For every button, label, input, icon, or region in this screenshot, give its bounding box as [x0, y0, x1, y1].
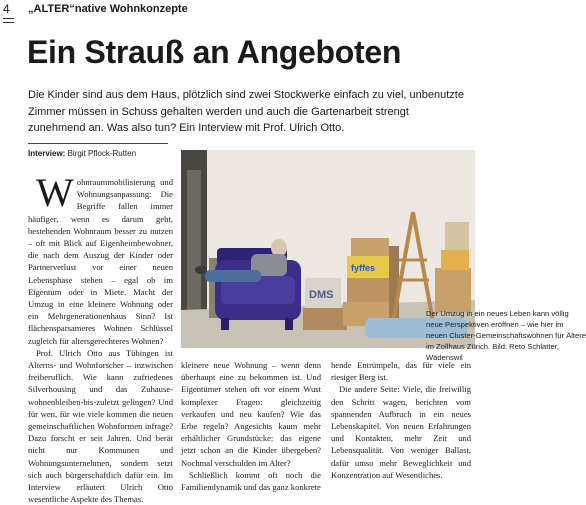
photo-caption: Der Umzug in ein neues Leben kann völlig neue Perspektiven eröffnen – wie hier im neuen Cluster-Gemeinschaftswohnen für Ältere im Zollhaus Zürich. Bild: Reto Schlatter, Wädenswil [426, 309, 586, 362]
box-label: fyffes [351, 263, 376, 273]
box-cardboard [303, 308, 347, 330]
box-cardboard [435, 268, 471, 312]
photo-door [187, 170, 201, 320]
box-cardboard [351, 238, 389, 256]
byline-rule [28, 143, 168, 144]
box-label: DMS [309, 289, 334, 301]
person-shoe [195, 266, 207, 274]
paragraph: Die andere Seite: Viele, die freiwillig den Schritt wagen, berichten vom spannenden Aufbruch in ein neues Lebenskapitel. Von neuen Erfahrungen und Kontakten, mehr Zeit und Lebensqualität. Von weniger Ballast, dafür umso mehr Beweglichkeit und Konzentration auf Wesentliches. [331, 384, 471, 480]
box-cardboard [441, 250, 469, 270]
text-column-1 [28, 170, 173, 505]
armchair-leg [221, 318, 229, 330]
person-legs [205, 270, 261, 282]
paragraph: hende Entrümpeln, das für viele ein riesiger Berg ist. [331, 360, 471, 383]
byline [28, 149, 136, 158]
page-number-rule [3, 18, 14, 19]
page-number: 4 [3, 2, 10, 16]
byline-author: Birgit Pflock-Rutten [67, 149, 137, 158]
armchair-leg [285, 318, 293, 330]
paragraph-text: ohnraummobilisierung und Wohnungsanpassung: Die Begriffe fallen immer häufiger, wenn es darum geht, bestehenden Wohnraum besser zu nutzen – oft mit Blick auf Eigenheimbewohner, die nach dem Auszug der Kinder oder Partnerverlust vor einer neuen Lebensphase stehen – egal ob im Eigentum oder in Miete. Macht der Umzug in eine kleinere Wohnung oder ein Mehrgenerationenhaus Sinn? Ist flächensparsameres Wohnen Schlüssel zugleich für altersgerechteres Wohnen? [28, 177, 173, 346]
section-rubric: „ALTER“native Wohnkonzepte [28, 3, 188, 15]
article-photo [181, 150, 586, 362]
paragraph [28, 170, 173, 347]
page-number-rule-2 [3, 22, 14, 23]
drop-cap: W [36, 170, 74, 215]
paragraph: Schließlich kommt oft noch die Familiendynamik und das ganz konkrete [181, 469, 321, 493]
paragraph: kleinere neue Wohnung – wenn denn überhaupt eine zu bekommen ist. Und Eigentümer stehen oft vor einem Wust komplexer Fragen: gleichzeitig verkaufen und neu kaufen? Wie das Erbe regeln? Angesichts kaum mehr erhältlicher Grundstücke: das eigene jetzt schon an die Kinder übergeben? Nochmal verschulden im Alter? [181, 360, 321, 468]
box-cardboard [445, 222, 469, 250]
byline-label: Interview: [28, 149, 66, 158]
paragraph: Prof. Ulrich Otto aus Tübingen ist Alterns- und Wohnforscher – inzwischen freiberuflich. Wie kann zufriedenes Silverhousing und das Zuhause-wohnenbleiben-bis-zuletzt gelingen? Und für wen, für wie viele kommen die neuen gemeinschaftlichen Wohnformen infrage? Dazu forscht er seit Jahren. Und berät nicht nur Kommunen und Wohnungsunternehmen, sondern setzt sich auch bürgerschaftlich dafür ein. Im Interview erläutert Ulrich Otto wesentliche Aspekte des Themas. [28, 347, 173, 505]
headline: Ein Strauß an Angeboten [27, 34, 402, 70]
lede: Die Kinder sind aus dem Haus, plötzlich sind zwei Stockwerke einfach zu viel, unbenutzte Zimmer müssen in Schuss gehalten werden und auch die Gartenarbeit strengt zunehmend an. Was also tun? Ein Interview mit Prof. Ulrich Otto. [28, 89, 464, 134]
box-cardboard [347, 278, 391, 302]
text-column-3 [331, 359, 471, 481]
text-column-2 [181, 359, 321, 493]
